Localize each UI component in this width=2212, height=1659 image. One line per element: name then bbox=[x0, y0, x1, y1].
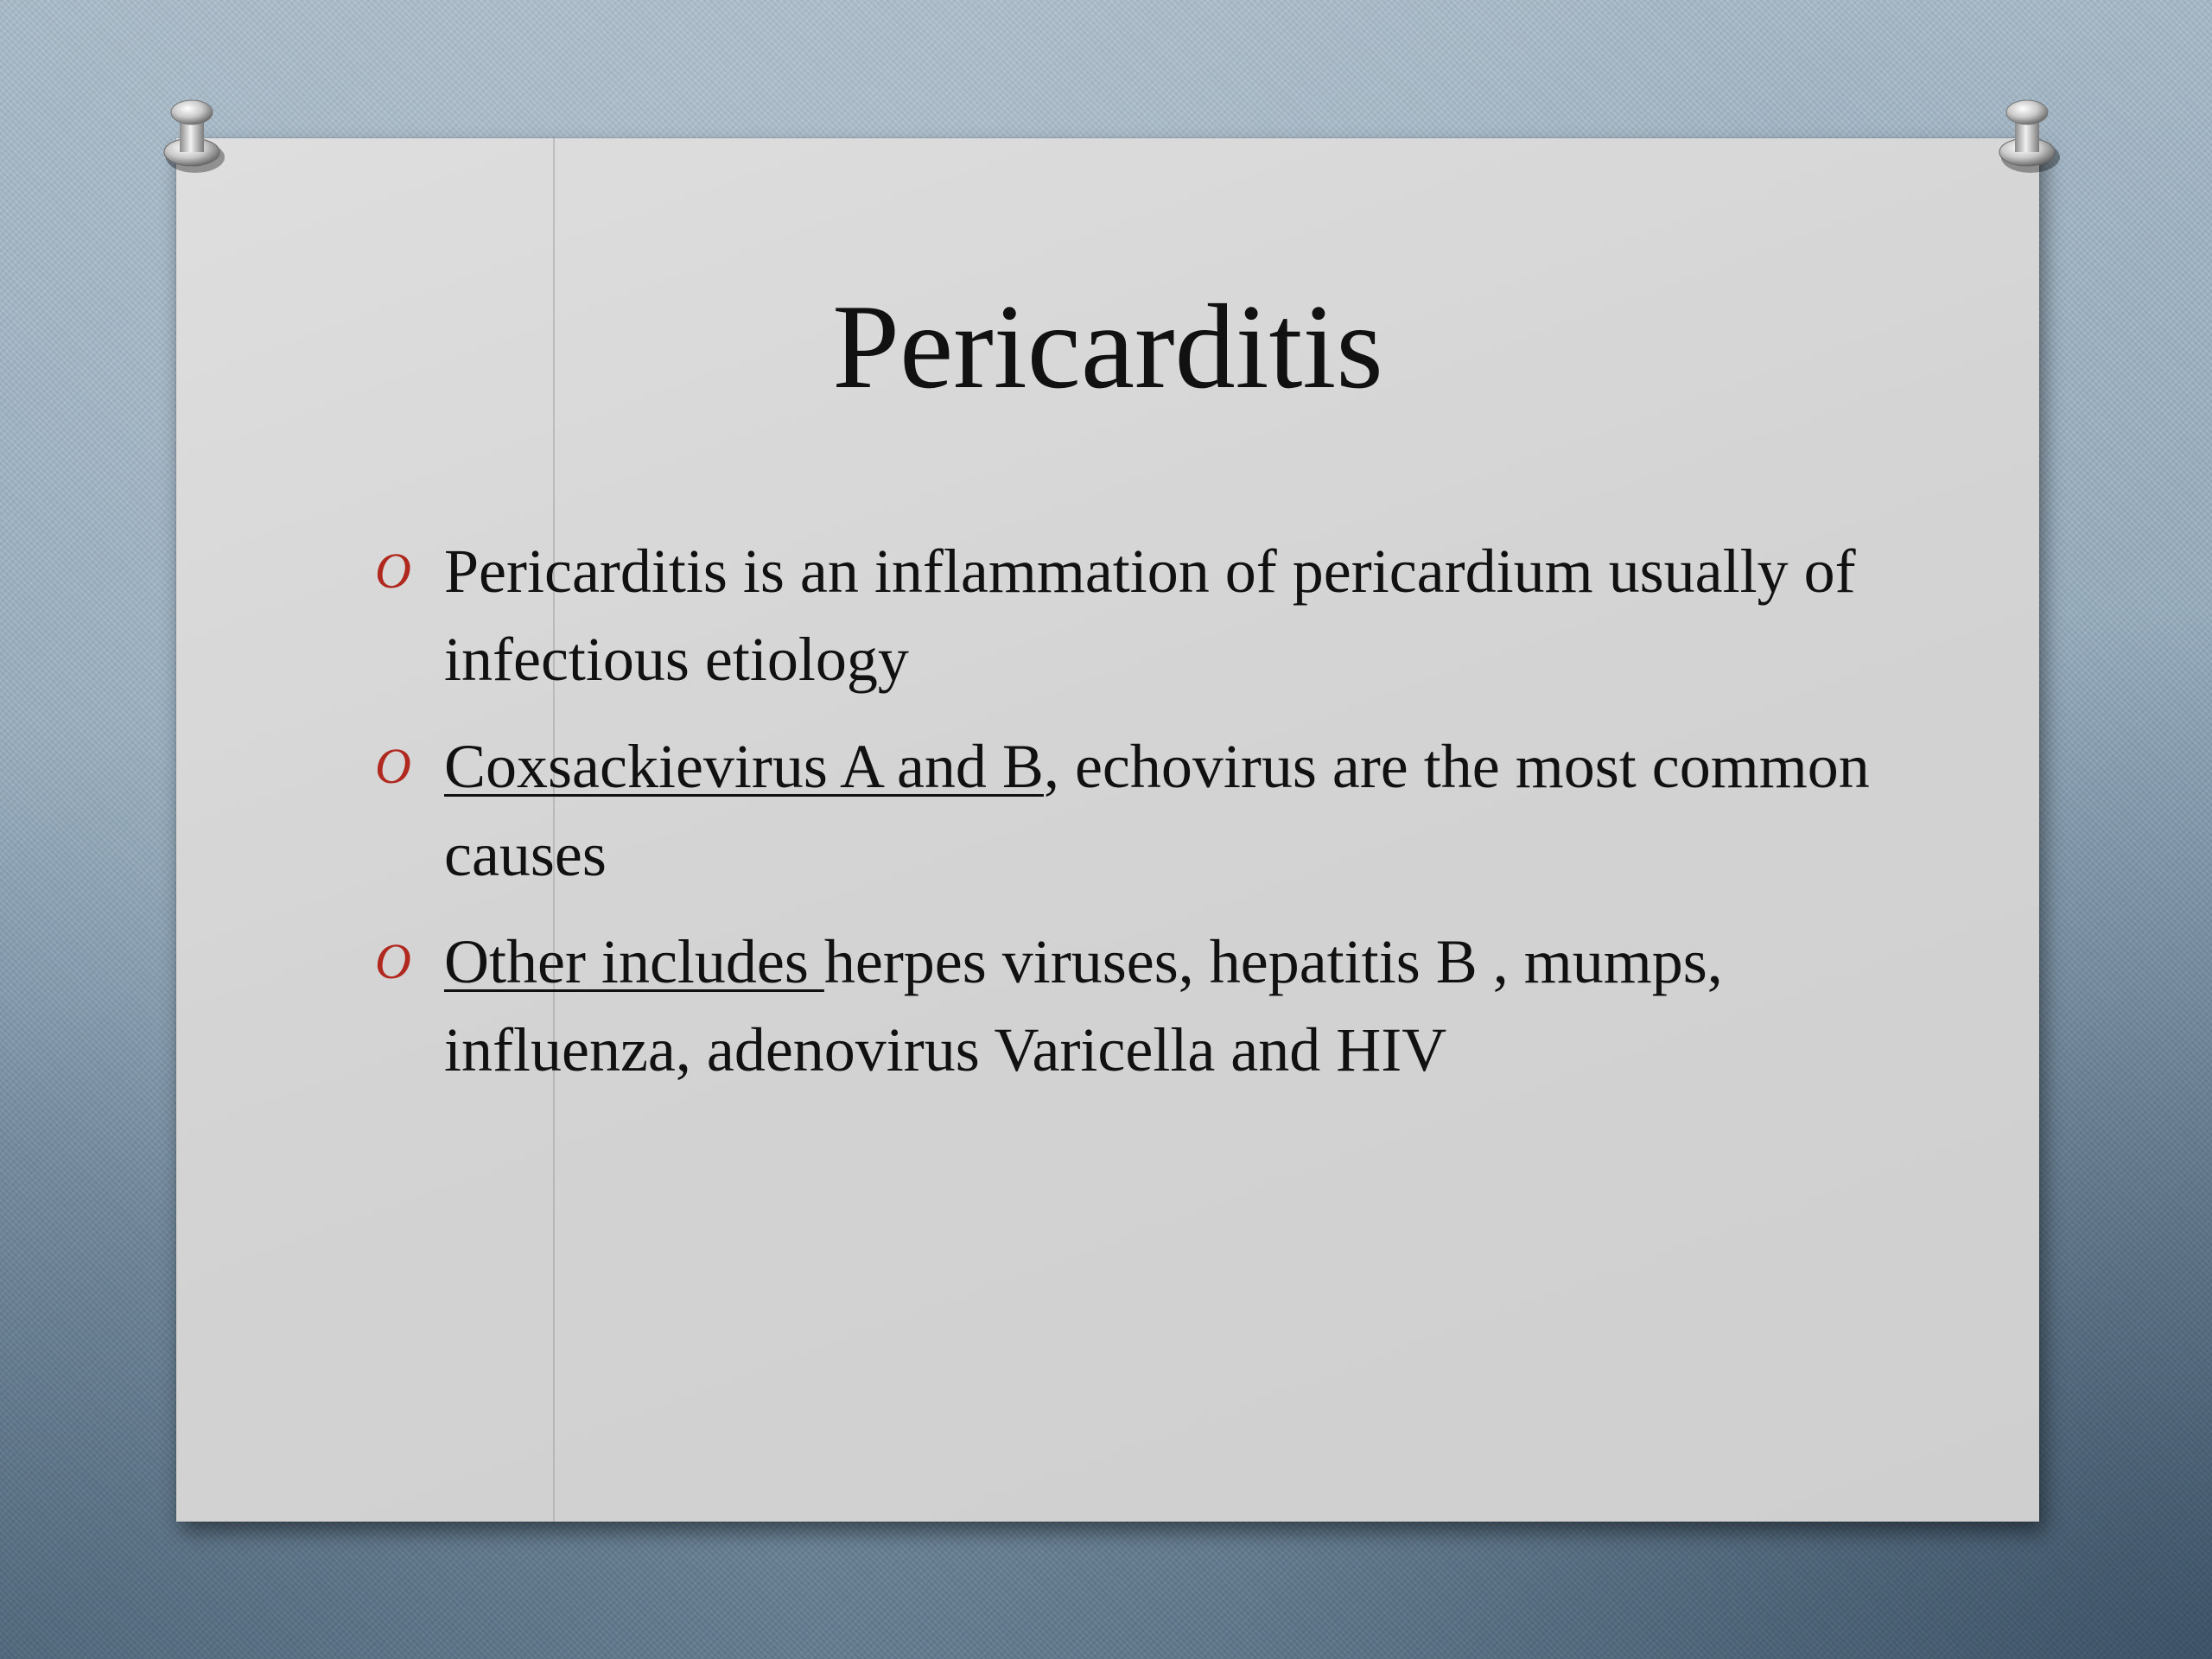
bullet-text: Pericarditis is an inflammation of pericardium usually of infectious etiology bbox=[444, 537, 1856, 694]
bullet-underlined-text: Other includes bbox=[444, 927, 824, 996]
bullet-item bbox=[372, 722, 1892, 899]
slide-title: Pericarditis bbox=[832, 280, 1383, 414]
bullet-text: herpes viruses, hepatitis B , mumps, influenza, adenovirus Varicella and HIV bbox=[444, 927, 1723, 1084]
bullet-underlined-text: Coxsackievirus A and B bbox=[444, 732, 1044, 801]
pushpin-left-icon bbox=[157, 86, 226, 181]
bullet-item bbox=[372, 527, 1892, 703]
pushpin-right-icon bbox=[1993, 86, 2062, 181]
bullet-marker-icon: O bbox=[375, 738, 411, 794]
bullet-marker-icon: O bbox=[375, 543, 411, 599]
bullet-text: , echovirus are the most common causes bbox=[444, 732, 1870, 889]
bullet-list bbox=[372, 527, 1892, 1113]
bullet-item bbox=[372, 918, 1892, 1094]
bullet-marker-icon: O bbox=[375, 933, 411, 989]
